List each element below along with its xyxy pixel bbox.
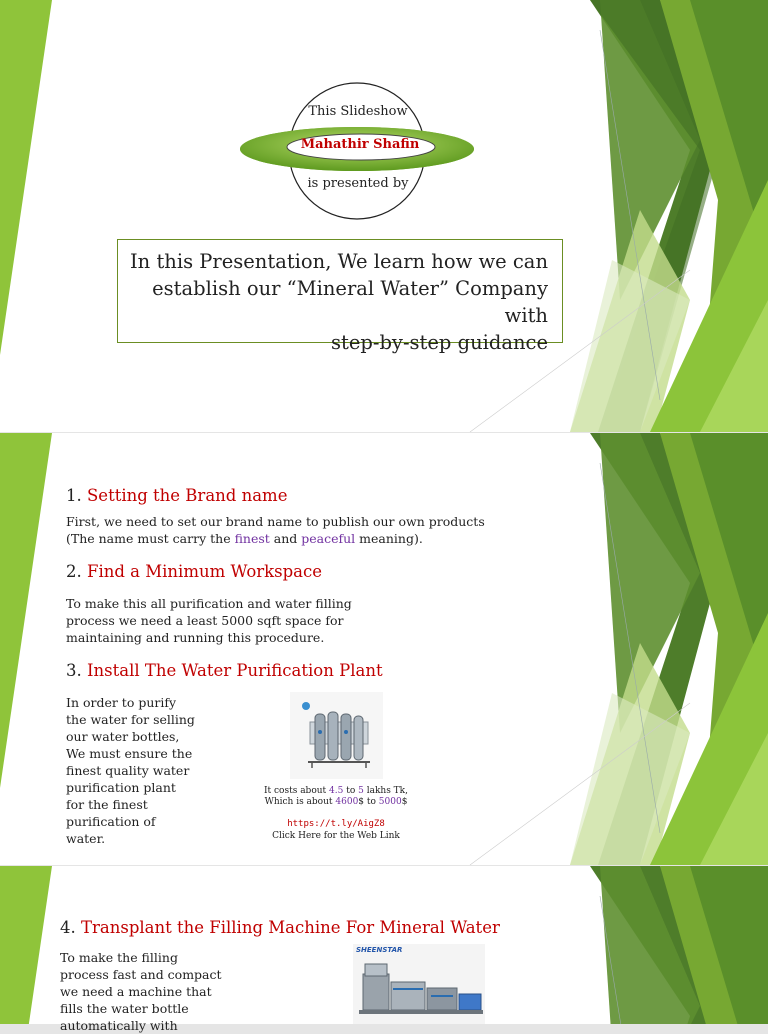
section-4-title: Transplant the Filling Machine For Mineral Water xyxy=(81,918,500,937)
cost-line-2: Which is about 4600$ to 5000$ xyxy=(264,797,408,807)
section-4-line-5: automatically with xyxy=(60,1018,178,1033)
section-2-line-1: To make this all purification and water filling xyxy=(66,596,352,611)
section-3-line-8: purification of xyxy=(66,814,156,829)
badge-bottom-text: is presented by xyxy=(307,176,409,191)
section-4-line-2: process fast and compact xyxy=(60,967,222,982)
section-1-line-2: (The name must carry the finest and peaceful meaning). xyxy=(66,531,423,546)
cost-line-1: It costs about 4.5 to 5 lakhs Tk, xyxy=(263,786,408,796)
plant-web-link[interactable]: https://t.ly/AigZ8 xyxy=(287,819,385,829)
section-3-line-9: water. xyxy=(66,831,106,846)
section-3-line-3: our water bottles, xyxy=(66,729,180,744)
section-2-heading xyxy=(66,562,322,581)
section-3-line-2: the water for selling xyxy=(66,712,195,727)
water-purification-plant-image xyxy=(290,692,383,779)
intro-line-3: step-by-step guidance xyxy=(330,331,548,354)
section-4-heading xyxy=(60,918,500,937)
word-finest: finest xyxy=(234,531,270,546)
section-3-heading xyxy=(66,661,383,680)
section-1-body xyxy=(66,513,486,547)
section-3-number: 3. xyxy=(66,661,82,680)
section-2-title: Find a Minimum Workspace xyxy=(87,562,323,581)
section-3-title: Install The Water Purification Plant xyxy=(87,661,383,680)
section-1-line-1: First, we need to set our brand name to publish our own products xyxy=(66,514,485,529)
section-3-body xyxy=(66,694,216,847)
section-4-line-3: we need a machine that xyxy=(60,984,212,999)
section-4-line-4: fills the water bottle xyxy=(60,1001,189,1016)
section-4-body xyxy=(60,949,230,1034)
section-1-heading xyxy=(66,486,287,505)
badge-top-text: This Slideshow xyxy=(308,104,408,119)
section-2-line-2: process we need a least 5000 sqft space for xyxy=(66,613,344,628)
section-4-line-1: To make the filling xyxy=(60,950,178,965)
plant-cost-caption xyxy=(262,786,410,808)
purification-plant-icon xyxy=(290,692,383,779)
section-3-line-7: for the finest xyxy=(66,797,148,812)
section-1-number: 1. xyxy=(66,486,82,505)
intro-text-box xyxy=(117,239,563,354)
slide-1 xyxy=(0,0,768,432)
section-4-number: 4. xyxy=(60,918,76,937)
word-peaceful: peaceful xyxy=(301,531,356,546)
section-2-number: 2. xyxy=(66,562,82,581)
machine-brand-logo: SHEENSTAR xyxy=(356,946,403,954)
slide-1-green-decoration xyxy=(0,0,768,432)
section-1-title: Setting the Brand name xyxy=(87,486,288,505)
web-link-caption: Click Here for the Web Link xyxy=(272,831,400,841)
section-2-body xyxy=(66,595,366,646)
filling-machine-icon xyxy=(353,944,485,1024)
intro-line-1: In this Presentation, We learn how we can xyxy=(129,250,548,273)
section-3-line-4: We must ensure the xyxy=(66,746,193,761)
filling-machine-image xyxy=(353,944,485,1024)
intro-line-2: establish our “Mineral Water” Company with xyxy=(152,277,548,327)
section-2-line-3: maintaining and running this procedure. xyxy=(66,630,325,645)
presenter-name: Mahathir Shafin xyxy=(300,137,420,152)
section-3-line-6: purification plant xyxy=(66,780,176,795)
section-3-line-5: finest quality water xyxy=(66,763,190,778)
section-3-line-1: In order to purify xyxy=(66,695,177,710)
